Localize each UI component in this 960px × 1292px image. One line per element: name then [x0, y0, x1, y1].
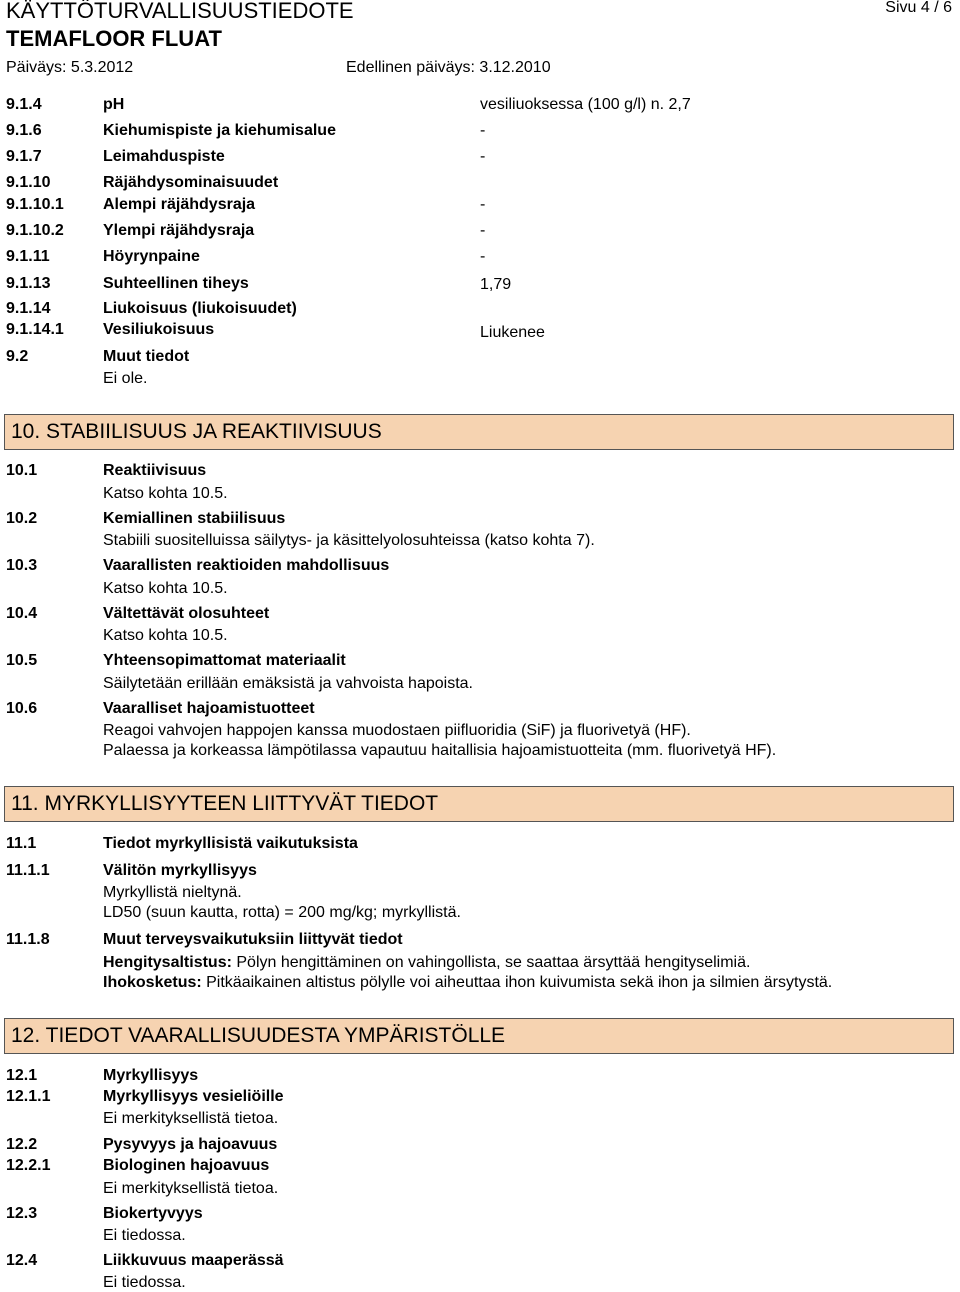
item-label: Reaktiivisuus [103, 462, 207, 479]
item-text: LD50 (suun kautta, rotta) = 200 mg/kg; myrkyllistä. [103, 904, 461, 921]
item-value: - [480, 148, 486, 165]
item-label: Pysyvyys ja hajoavuus [103, 1136, 278, 1153]
item-value: - [480, 196, 486, 213]
page-number: Sivu 4 / 6 [885, 0, 952, 16]
item-number: 9.2 [6, 348, 29, 365]
issue-date: Päiväys: 5.3.2012 [6, 59, 134, 76]
item-number: 9.1.10.1 [6, 196, 64, 213]
item-label: Vesiliukoisuus [103, 321, 215, 338]
item-number: 9.1.11 [6, 248, 50, 265]
inline-label: Ihokosketus: [103, 974, 202, 991]
item-label: Kiehumispiste ja kiehumisalue [103, 122, 336, 139]
inline-label: Hengitysaltistus: [103, 954, 232, 971]
item-label: Myrkyllisyys vesieliöille [103, 1088, 284, 1105]
item-number: 12.2.1 [6, 1157, 51, 1174]
item-text: Ei ole. [103, 370, 148, 387]
item-number: 10.4 [6, 605, 38, 622]
item-text: Katso kohta 10.5. [103, 580, 228, 597]
item-number: 9.1.14.1 [6, 321, 64, 338]
item-number: 12.1.1 [6, 1088, 51, 1105]
item-label: pH [103, 96, 125, 113]
item-label: Vaaralliset hajoamistuotteet [103, 700, 315, 717]
previous-date: Edellinen päiväys: 3.12.2010 [346, 59, 551, 76]
product-name: TEMAFLOOR FLUAT [6, 26, 222, 51]
item-value: - [480, 248, 486, 265]
item-text: Myrkyllistä nieltynä. [103, 884, 242, 901]
section-heading-12: 12. TIEDOT VAARALLISUUDESTA YMPÄRISTÖLLE [4, 1018, 954, 1054]
item-label: Ylempi räjähdysraja [103, 222, 255, 239]
item-text [103, 974, 832, 992]
item-text: Katso kohta 10.5. [103, 485, 228, 502]
item-number: 9.1.13 [6, 275, 51, 292]
item-label: Muut tiedot [103, 348, 190, 365]
item-number: 11.1.1 [6, 862, 50, 879]
item-label: Muut terveysvaikutuksiin liittyvät tiedot [103, 931, 403, 948]
item-number: 9.1.6 [6, 122, 42, 139]
section-heading-11: 11. MYRKYLLISYYTEEN LIITTYVÄT TIEDOT [4, 786, 954, 822]
item-label: Tiedot myrkyllisistä vaikutuksista [103, 835, 358, 852]
item-label: Biokertyvyys [103, 1205, 203, 1222]
item-label: Välitön myrkyllisyys [103, 862, 257, 879]
item-number: 10.6 [6, 700, 38, 717]
item-number: 11.1 [6, 835, 37, 852]
item-text: Reagoi vahvojen happojen kanssa muodostaen piifluoridia (SiF) ja fluorivetyä (HF). [103, 722, 691, 739]
item-value: Liukenee [480, 324, 545, 341]
item-number: 10.5 [6, 652, 38, 669]
item-text: Ei merkityksellistä tietoa. [103, 1110, 279, 1127]
item-value: - [480, 122, 486, 139]
item-text: Säilytetään erillään emäksistä ja vahvoista hapoista. [103, 675, 473, 692]
item-text: Ei merkityksellistä tietoa. [103, 1180, 279, 1197]
item-value: 1,79 [480, 276, 512, 293]
item-label: Myrkyllisyys [103, 1067, 199, 1084]
item-number: 10.1 [6, 462, 38, 479]
item-label: Leimahduspiste [103, 148, 225, 165]
item-number: 9.1.10 [6, 174, 51, 191]
document-title: KÄYTTÖTURVALLISUUSTIEDOTE [6, 0, 354, 23]
item-number: 12.4 [6, 1252, 38, 1269]
item-text [103, 954, 750, 972]
item-label: Vältettävät olosuhteet [103, 605, 270, 622]
item-number: 9.1.10.2 [6, 222, 64, 239]
item-number: 12.2 [6, 1136, 38, 1153]
item-label: Yhteensopimattomat materiaalit [103, 652, 346, 669]
item-number: 9.1.14 [6, 300, 51, 317]
item-number: 10.3 [6, 557, 38, 574]
item-number: 11.1.8 [6, 931, 50, 948]
section-heading-10: 10. STABIILISUUS JA REAKTIIVISUUS [4, 414, 954, 450]
item-value: vesiliuoksessa (100 g/l) n. 2,7 [480, 96, 691, 113]
item-label: Biologinen hajoavuus [103, 1157, 270, 1174]
item-text: Ei tiedossa. [103, 1227, 186, 1244]
item-number: 12.3 [6, 1205, 38, 1222]
item-text: Stabiili suositelluissa säilytys- ja käsittelyolosuhteissa (katso kohta 7). [103, 532, 595, 549]
item-number: 9.1.4 [6, 96, 42, 113]
item-number: 10.2 [6, 510, 38, 527]
item-label: Suhteellinen tiheys [103, 275, 249, 292]
item-label: Alempi räjähdysraja [103, 196, 256, 213]
inline-text: Pölyn hengittäminen on vahingollista, se saattaa ärsyttää hengityselimiä. [231, 954, 751, 971]
item-label: Räjähdysominaisuudet [103, 174, 279, 191]
item-number: 12.1 [6, 1067, 38, 1084]
item-text: Palaessa ja korkeassa lämpötilassa vapautuu haitallisia hajoamistuotteita (mm. fluorivetyä HF). [103, 742, 777, 759]
item-text: Katso kohta 10.5. [103, 627, 228, 644]
item-label: Liukoisuus (liukoisuudet) [103, 300, 297, 317]
item-label: Höyrynpaine [103, 248, 200, 265]
item-text: Ei tiedossa. [103, 1274, 186, 1291]
item-label: Kemiallinen stabiilisuus [103, 510, 286, 527]
item-label: Vaarallisten reaktioiden mahdollisuus [103, 557, 390, 574]
item-label: Liikkuvuus maaperässä [103, 1252, 284, 1269]
item-number: 9.1.7 [6, 148, 42, 165]
item-value: - [480, 222, 486, 239]
inline-text: Pitkäaikainen altistus pölylle voi aiheuttaa ihon kuivumista sekä ihon ja silmien ärsytystä. [201, 974, 833, 991]
